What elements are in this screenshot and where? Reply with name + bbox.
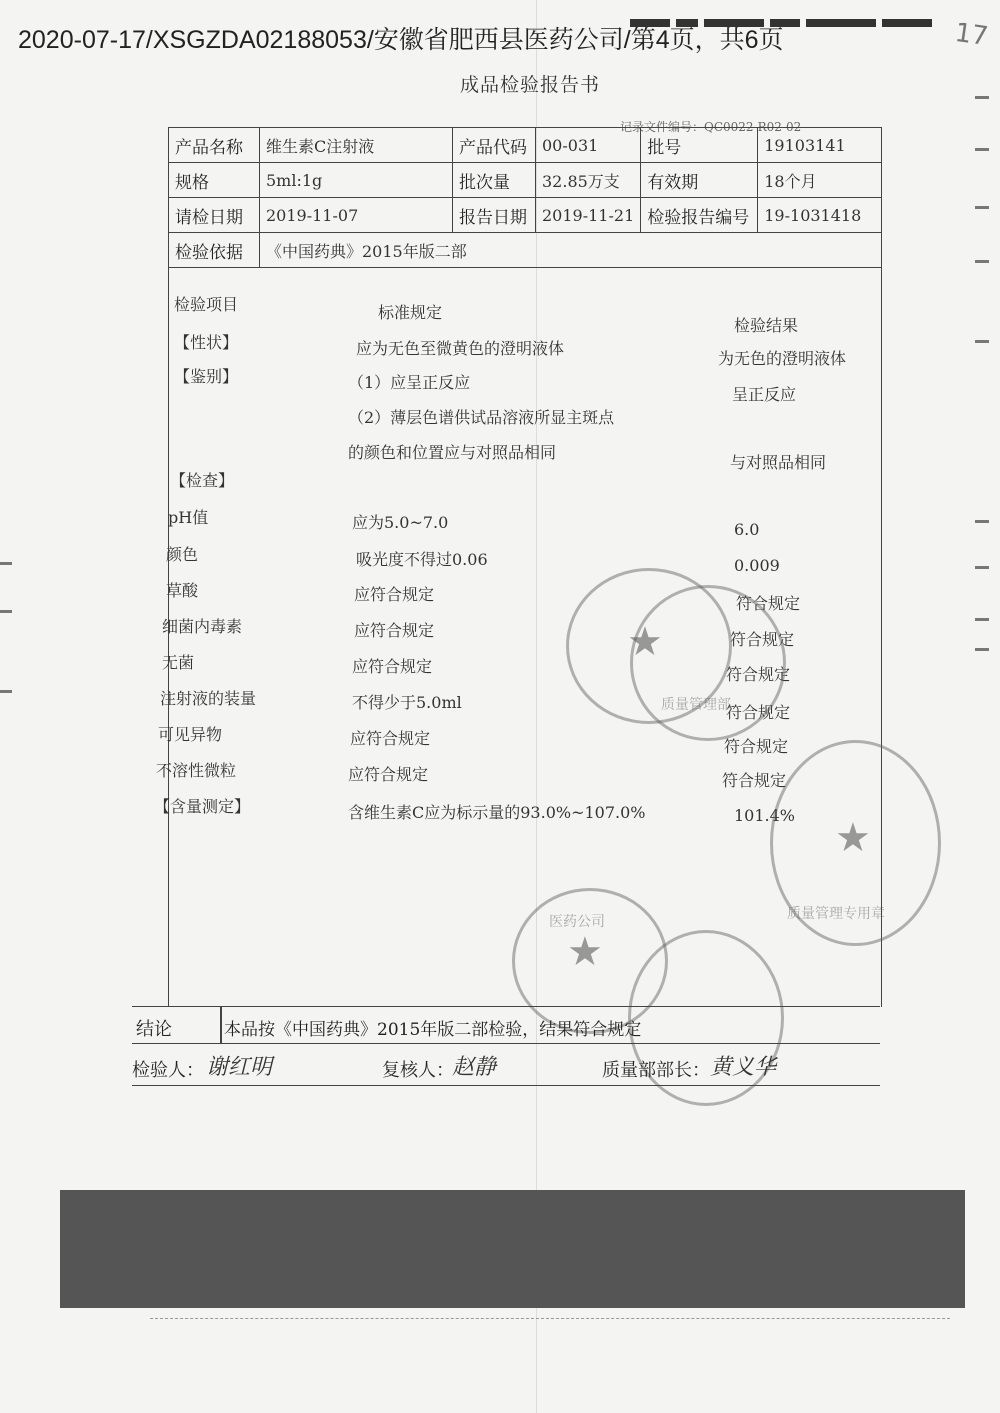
seal-star-icon: ★ xyxy=(835,815,871,861)
check-item-standard: 应符合规定 xyxy=(350,729,431,748)
identification-result-2: 与对照品相同 xyxy=(730,453,827,472)
appearance-label: 【性状】 xyxy=(174,333,239,352)
scan-margin-mark xyxy=(975,96,989,99)
check-item-standard: 应符合规定 xyxy=(354,585,435,604)
check-item-result: 符合规定 xyxy=(736,594,801,613)
record-file-number: 记录文件编号：QC0022-R02-02 xyxy=(620,120,802,134)
report-title: 成品检验报告书 xyxy=(460,74,601,96)
check-item-name: 无菌 xyxy=(162,653,195,672)
check-item-result: 符合规定 xyxy=(726,665,791,684)
inspector-signature: 谢红明 xyxy=(206,1055,273,1080)
identification-standard-2a: （2）薄层色谱供试品溶液所显主斑点 xyxy=(348,408,615,427)
check-item-name: 不溶性微粒 xyxy=(156,761,237,780)
basis-label: 检验依据 xyxy=(169,233,260,268)
identification-standard-1: （1）应呈正反应 xyxy=(348,373,471,392)
spec-label: 规格 xyxy=(169,163,260,198)
inspector-label: 检验人： xyxy=(132,1060,204,1081)
reviewer-label: 复核人： xyxy=(382,1060,454,1081)
identification-result-1: 呈正反应 xyxy=(732,385,797,404)
validity-value: 18个月 xyxy=(758,163,882,198)
scan-margin-mark xyxy=(0,610,12,613)
column-result-header: 检验结果 xyxy=(734,316,799,335)
seal-text: 质量管理部 xyxy=(661,697,731,713)
check-item-standard: 不得少于5.0ml xyxy=(352,693,462,712)
seal-text: 医药公司 xyxy=(549,914,605,930)
handwritten-page-mark: 17 xyxy=(953,17,991,53)
column-standard-header: 标准规定 xyxy=(378,303,443,322)
check-item-name: 可见异物 xyxy=(158,725,223,744)
assay-result: 101.4% xyxy=(734,806,796,825)
conclusion-label: 结论 xyxy=(136,1019,172,1040)
check-item-standard: 应符合规定 xyxy=(348,765,429,784)
check-item-standard: 应符合规定 xyxy=(354,621,435,640)
conclusion-text: 本品按《中国药典》2015年版二部检验，结果符合规定 xyxy=(224,1020,642,1040)
checks-label: 【检查】 xyxy=(170,471,235,490)
report-date-label: 报告日期 xyxy=(453,198,536,233)
lot-label: 批号 xyxy=(641,128,758,163)
seal-stamp xyxy=(770,740,941,946)
check-item-standard: 应符合规定 xyxy=(352,657,433,676)
report-date-value: 2019-11-21 xyxy=(536,198,641,233)
assay-label: 【含量测定】 xyxy=(154,797,251,816)
archive-header: 2020-07-17/XSGZDA02188053/安徽省肥西县医药公司/第4页，共6页 xyxy=(18,26,784,54)
basis-value: 《中国药典》2015年版二部 xyxy=(260,233,882,268)
request-date-value: 2019-11-07 xyxy=(260,198,453,233)
product-name-label: 产品名称 xyxy=(169,128,260,163)
product-name-value: 维生素C注射液 xyxy=(260,128,453,163)
check-item-result: 6.0 xyxy=(734,520,760,539)
scan-margin-mark xyxy=(975,520,989,523)
product-code-label: 产品代码 xyxy=(453,128,536,163)
check-item-name: 细菌内毒素 xyxy=(162,617,243,636)
report-number-label: 检验报告编号 xyxy=(641,198,758,233)
batch-qty-label: 批次量 xyxy=(453,163,536,198)
check-item-standard: 吸光度不得过0.06 xyxy=(356,550,488,569)
check-item-name: 颜色 xyxy=(166,545,199,564)
divider xyxy=(220,1007,222,1043)
scan-margin-mark xyxy=(0,690,12,693)
identification-standard-2b: 的颜色和位置应与对照品相同 xyxy=(348,443,557,462)
reviewer-signature: 赵静 xyxy=(452,1055,497,1080)
check-item-standard: 应为5.0~7.0 xyxy=(352,513,449,532)
assay-standard: 含维生素C应为标示量的93.0%~107.0% xyxy=(348,803,646,822)
spec-value: 5ml:1g xyxy=(260,163,453,198)
conclusion-row xyxy=(132,1006,880,1044)
check-item-result: 符合规定 xyxy=(722,771,787,790)
scan-margin-mark xyxy=(975,648,989,651)
check-item-result: 符合规定 xyxy=(724,737,789,756)
seal-star-icon: ★ xyxy=(627,619,663,665)
batch-qty-value: 32.85万支 xyxy=(536,163,641,198)
seal-text: 质量管理专用章 xyxy=(787,906,885,922)
scan-dark-band xyxy=(60,1190,965,1308)
check-item-name: pH值 xyxy=(168,508,209,527)
appearance-result: 为无色的澄明液体 xyxy=(718,349,847,368)
scan-artifact-bottom xyxy=(150,1318,950,1322)
product-code-value: 00-031 xyxy=(536,128,641,163)
scan-margin-mark xyxy=(975,340,989,343)
request-date-label: 请检日期 xyxy=(169,198,260,233)
scan-margin-mark xyxy=(975,260,989,263)
lot-value: 19103141 xyxy=(758,128,882,163)
check-item-result: 符合规定 xyxy=(726,703,791,722)
manager-signature: 黄义华 xyxy=(710,1055,777,1080)
identification-label: 【鉴别】 xyxy=(174,367,239,386)
scan-margin-mark xyxy=(975,566,989,569)
seal-stamp xyxy=(630,585,786,741)
column-item-header: 检验项目 xyxy=(174,295,239,314)
seal-star-icon: ★ xyxy=(567,929,603,975)
scan-margin-mark xyxy=(0,562,12,565)
scan-margin-mark xyxy=(975,148,989,151)
scan-margin-mark xyxy=(975,618,989,621)
validity-label: 有效期 xyxy=(641,163,758,198)
conclusion-section xyxy=(132,1006,882,1086)
report-number-value: 19-1031418 xyxy=(758,198,882,233)
check-item-result: 符合规定 xyxy=(730,630,795,649)
appearance-standard: 应为无色至微黄色的澄明液体 xyxy=(356,339,565,358)
check-item-name: 草酸 xyxy=(166,581,199,600)
check-item-name: 注射液的装量 xyxy=(160,689,257,708)
check-item-result: 0.009 xyxy=(734,556,780,575)
scan-margin-mark xyxy=(975,206,989,209)
manager-label: 质量部部长： xyxy=(602,1060,710,1081)
